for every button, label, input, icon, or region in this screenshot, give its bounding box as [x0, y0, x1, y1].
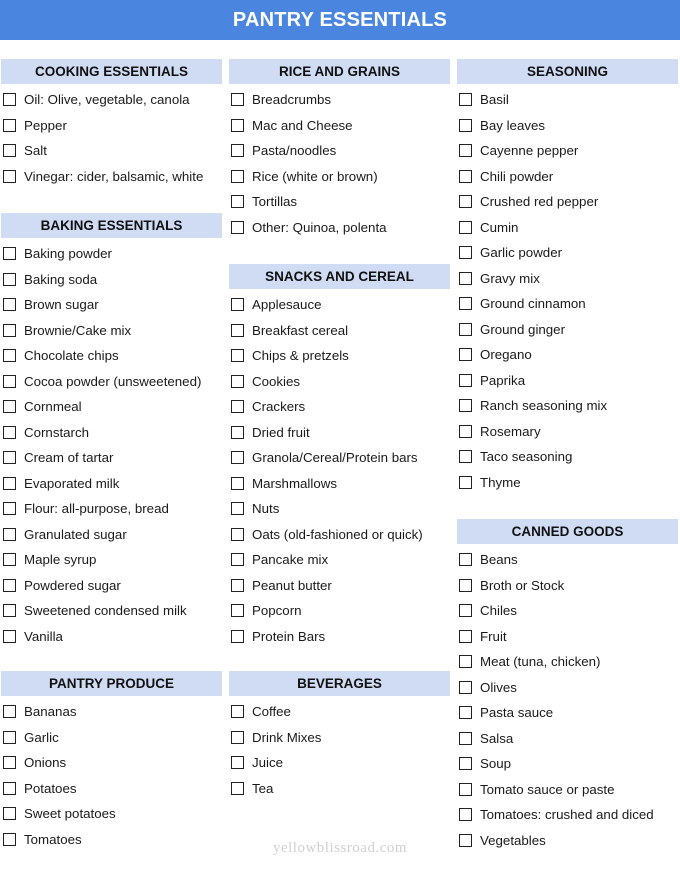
checklist-item [1, 445, 222, 471]
checklist-item [229, 318, 450, 344]
item-label: Drink Mixes [252, 729, 322, 745]
checklist-item [1, 318, 222, 344]
checklist [457, 87, 678, 495]
checkbox[interactable] [3, 528, 16, 541]
checklist [1, 241, 222, 649]
item-label: Cocoa powder (unsweetened) [24, 373, 202, 389]
checklist-item [457, 751, 678, 777]
checkbox[interactable] [459, 93, 472, 106]
checkbox[interactable] [3, 451, 16, 464]
checklist-item [1, 369, 222, 395]
checklist-item [457, 138, 678, 164]
item-label: Taco seasoning [480, 449, 573, 465]
section-header: COOKING ESSENTIALS [1, 59, 222, 84]
checkbox[interactable] [3, 144, 16, 157]
checklist-item [229, 292, 450, 318]
checkbox[interactable] [459, 425, 472, 438]
checklist-item [457, 342, 678, 368]
section-header: PANTRY PRODUCE [1, 671, 222, 696]
item-label: Chocolate chips [24, 348, 119, 364]
item-label: Crackers [252, 399, 306, 415]
item-label: Flour: all-purpose, bread [24, 501, 169, 517]
item-label: Salt [24, 143, 47, 159]
checklist-item [1, 471, 222, 497]
item-label: Maple syrup [24, 552, 97, 568]
page-title-banner [0, 0, 680, 40]
checkbox[interactable] [3, 731, 16, 744]
item-label: Mac and Cheese [252, 117, 353, 133]
item-label: Garlic powder [480, 245, 563, 261]
checklist [229, 699, 450, 801]
checkbox[interactable] [459, 297, 472, 310]
checkbox[interactable] [3, 477, 16, 490]
item-label: Breadcrumbs [252, 92, 332, 108]
checkbox[interactable] [3, 807, 16, 820]
section-header: RICE AND GRAINS [229, 59, 450, 84]
checkbox[interactable] [231, 426, 244, 439]
item-label: Chips & pretzels [252, 348, 349, 364]
checkbox[interactable] [231, 477, 244, 490]
checkbox[interactable] [459, 323, 472, 336]
checklist [229, 87, 450, 240]
checklist-item [229, 164, 450, 190]
checklist-item [457, 675, 678, 701]
checkbox[interactable] [3, 170, 16, 183]
checkbox[interactable] [231, 553, 244, 566]
checkbox[interactable] [459, 476, 472, 489]
checkbox[interactable] [231, 604, 244, 617]
item-label: Cornmeal [24, 399, 82, 415]
checklist-item [1, 801, 222, 827]
checkbox[interactable] [231, 298, 244, 311]
checklist-item [1, 394, 222, 420]
section-header: BEVERAGES [229, 671, 450, 696]
checkbox[interactable] [3, 705, 16, 718]
checklist-item [457, 393, 678, 419]
checklist-item [1, 420, 222, 446]
checkbox[interactable] [231, 144, 244, 157]
item-label: Basil [480, 92, 509, 108]
checkbox[interactable] [231, 324, 244, 337]
checklist-item [1, 292, 222, 318]
item-label: Applesauce [252, 297, 322, 313]
checklist-item [457, 189, 678, 215]
checkbox[interactable] [231, 630, 244, 643]
checklist-item [1, 624, 222, 650]
item-label: Oregano [480, 347, 532, 363]
item-label: Granola/Cereal/Protein bars [252, 450, 418, 466]
section [1, 213, 222, 649]
section-header: CANNED GOODS [457, 519, 678, 544]
item-label: Crushed red pepper [480, 194, 599, 210]
item-label: Other: Quinoa, polenta [252, 219, 387, 235]
item-label: Protein Bars [252, 628, 326, 644]
checkbox[interactable] [459, 757, 472, 770]
item-label: Nuts [252, 501, 280, 517]
checklist [1, 699, 222, 852]
checklist [1, 87, 222, 189]
checkbox[interactable] [459, 221, 472, 234]
checklist-item [457, 266, 678, 292]
checklist-item [457, 164, 678, 190]
checkbox[interactable] [459, 374, 472, 387]
checklist-item [457, 649, 678, 675]
checklist [457, 547, 678, 853]
checklist-item [457, 573, 678, 599]
checkbox[interactable] [3, 93, 16, 106]
checklist-item [229, 547, 450, 573]
item-label: Cream of tartar [24, 450, 114, 466]
checklist-item [229, 522, 450, 548]
checkbox[interactable] [3, 273, 16, 286]
section-header: SNACKS AND CEREAL [229, 264, 450, 289]
item-label: Vanilla [24, 628, 63, 644]
item-label: Fruit [480, 628, 507, 644]
item-label: Potatoes [24, 780, 77, 796]
checklist-item [457, 317, 678, 343]
checkbox[interactable] [459, 604, 472, 617]
item-label: Rosemary [480, 423, 541, 439]
item-label: Meat (tuna, chicken) [480, 654, 601, 670]
checkbox[interactable] [231, 349, 244, 362]
item-label: Soup [480, 756, 512, 772]
checkbox[interactable] [3, 247, 16, 260]
checklist-item [229, 573, 450, 599]
checklist-item [229, 624, 450, 650]
checklist-item [229, 445, 450, 471]
watermark: yellowblissroad.com [272, 840, 408, 856]
checklist-item [457, 802, 678, 828]
checkbox[interactable] [231, 502, 244, 515]
checklist-item [229, 369, 450, 395]
item-label: Juice [252, 755, 284, 771]
checklist-item [457, 598, 678, 624]
item-label: Thyme [480, 474, 521, 490]
item-label: Powdered sugar [24, 577, 121, 593]
checklist-item [229, 113, 450, 139]
checklist-item [229, 725, 450, 751]
checkbox[interactable] [459, 655, 472, 668]
item-label: Pancake mix [252, 552, 329, 568]
checkbox[interactable] [3, 298, 16, 311]
checklist-item [1, 573, 222, 599]
checklist-item [1, 598, 222, 624]
item-label: Baking soda [24, 271, 98, 287]
item-label: Broth or Stock [480, 577, 565, 593]
checklist-item [457, 547, 678, 573]
section [229, 671, 450, 801]
checkbox[interactable] [3, 604, 16, 617]
checkbox[interactable] [459, 272, 472, 285]
checkbox[interactable] [459, 170, 472, 183]
item-label: Peanut butter [252, 577, 332, 593]
item-label: Beans [480, 552, 518, 568]
checkbox[interactable] [459, 348, 472, 361]
checkbox[interactable] [231, 528, 244, 541]
checkbox[interactable] [231, 579, 244, 592]
checklist-item [457, 700, 678, 726]
item-label: Bay leaves [480, 117, 546, 133]
item-label: Brownie/Cake mix [24, 322, 132, 338]
checklist-item [1, 138, 222, 164]
checkbox[interactable] [3, 579, 16, 592]
checkbox[interactable] [3, 553, 16, 566]
checklist-item [457, 470, 678, 496]
section-header: SEASONING [457, 59, 678, 84]
checklist-item [1, 522, 222, 548]
checklist-item [229, 471, 450, 497]
item-label: Vinegar: cider, balsamic, white [24, 168, 204, 184]
checkbox[interactable] [3, 502, 16, 515]
item-label: Sweetened condensed milk [24, 603, 187, 619]
checkbox[interactable] [459, 399, 472, 412]
item-label: Tomato sauce or paste [480, 781, 615, 797]
checklist-item [457, 624, 678, 650]
checklist-item [229, 343, 450, 369]
checklist-item [457, 87, 678, 113]
checkbox[interactable] [231, 400, 244, 413]
item-label: Popcorn [252, 603, 302, 619]
checklist-item [229, 776, 450, 802]
section [457, 519, 678, 853]
item-label: Tea [252, 780, 274, 796]
item-label: Cayenne pepper [480, 143, 579, 159]
item-label: Pasta/noodles [252, 143, 337, 159]
checkbox[interactable] [3, 349, 16, 362]
checkbox[interactable] [459, 246, 472, 259]
item-label: Dried fruit [252, 424, 310, 440]
item-label: Vegetables [480, 832, 546, 848]
checklist-item [1, 750, 222, 776]
checkbox[interactable] [459, 706, 472, 719]
checkbox[interactable] [3, 756, 16, 769]
item-label: Paprika [480, 372, 526, 388]
checklist-item [457, 444, 678, 470]
checkbox[interactable] [459, 579, 472, 592]
item-label: Cumin [480, 219, 519, 235]
checkbox[interactable] [459, 783, 472, 796]
checklist-item [457, 726, 678, 752]
item-label: Tomatoes [24, 831, 82, 847]
item-label: Salsa [480, 730, 514, 746]
item-label: Chili powder [480, 168, 554, 184]
checklist-item [1, 164, 222, 190]
checkbox[interactable] [459, 195, 472, 208]
checklist [229, 292, 450, 649]
checklist-item [229, 598, 450, 624]
checklist-item [229, 699, 450, 725]
section [457, 59, 678, 495]
column-3 [457, 59, 678, 877]
item-label: Brown sugar [24, 297, 99, 313]
checklist-item [229, 215, 450, 241]
checklist-item [457, 291, 678, 317]
checkbox[interactable] [231, 756, 244, 769]
item-label: Gravy mix [480, 270, 540, 286]
page-title: PANTRY ESSENTIALS [232, 8, 448, 31]
checkbox[interactable] [459, 808, 472, 821]
checkbox[interactable] [3, 400, 16, 413]
item-label: Granulated sugar [24, 526, 127, 542]
checkbox[interactable] [3, 119, 16, 132]
checkbox[interactable] [231, 705, 244, 718]
checklist-item [229, 189, 450, 215]
checkbox[interactable] [459, 630, 472, 643]
checklist-item [229, 750, 450, 776]
item-label: Cornstarch [24, 424, 90, 440]
checklist-item [457, 113, 678, 139]
checklist-item [457, 215, 678, 241]
item-label: Ground cinnamon [480, 296, 586, 312]
checklist-item [229, 138, 450, 164]
item-label: Evaporated milk [24, 475, 120, 491]
item-label: Ranch seasoning mix [480, 398, 608, 414]
column-1 [1, 59, 222, 876]
checkbox[interactable] [3, 375, 16, 388]
checkbox[interactable] [459, 553, 472, 566]
checklist-item [1, 699, 222, 725]
checkbox[interactable] [459, 732, 472, 745]
item-label: Tortillas [252, 194, 298, 210]
checkbox[interactable] [3, 782, 16, 795]
section [229, 59, 450, 240]
item-label: Sweet potatoes [24, 806, 116, 822]
checkbox[interactable] [3, 426, 16, 439]
item-label: Oil: Olive, vegetable, canola [24, 92, 190, 108]
checklist-item [1, 776, 222, 802]
checkbox[interactable] [231, 731, 244, 744]
checklist-item [457, 240, 678, 266]
item-label: Tomatoes: crushed and diced [480, 807, 654, 823]
checklist-item [1, 547, 222, 573]
section-header: BAKING ESSENTIALS [1, 213, 222, 238]
item-label: Marshmallows [252, 475, 337, 491]
checkbox[interactable] [3, 324, 16, 337]
checkbox[interactable] [459, 450, 472, 463]
checkbox[interactable] [231, 221, 244, 234]
checklist-item [1, 496, 222, 522]
checklist-item [1, 241, 222, 267]
checkbox[interactable] [3, 630, 16, 643]
checkbox[interactable] [459, 681, 472, 694]
checklist-item [229, 394, 450, 420]
checkbox[interactable] [459, 144, 472, 157]
checkbox[interactable] [231, 170, 244, 183]
section [1, 671, 222, 852]
section [229, 264, 450, 649]
checklist-item [457, 419, 678, 445]
checklist-item [457, 368, 678, 394]
checklist-item [229, 87, 450, 113]
section [1, 59, 222, 189]
checkbox[interactable] [231, 119, 244, 132]
checkbox[interactable] [231, 375, 244, 388]
item-label: Ground ginger [480, 321, 566, 337]
item-label: Pasta sauce [480, 705, 554, 721]
item-label: Pepper [24, 117, 67, 133]
item-label: Breakfast cereal [252, 322, 349, 338]
checkbox[interactable] [231, 451, 244, 464]
checkbox[interactable] [231, 782, 244, 795]
checklist-item [1, 343, 222, 369]
item-label: Oats (old-fashioned or quick) [252, 526, 423, 542]
item-label: Coffee [252, 704, 291, 720]
checklist-item [229, 420, 450, 446]
item-label: Rice (white or brown) [252, 168, 378, 184]
checkbox[interactable] [459, 119, 472, 132]
checklist-item [1, 113, 222, 139]
item-label: Bananas [24, 704, 77, 720]
checklist-item [1, 725, 222, 751]
column-2 [229, 59, 450, 825]
checklist-item [1, 87, 222, 113]
item-label: Baking powder [24, 246, 112, 262]
item-label: Garlic [24, 729, 59, 745]
checklist-item [1, 267, 222, 293]
checkbox[interactable] [231, 93, 244, 106]
checklist-item [457, 777, 678, 803]
item-label: Olives [480, 679, 517, 695]
item-label: Cookies [252, 373, 301, 389]
checklist-item [229, 496, 450, 522]
checkbox[interactable] [231, 195, 244, 208]
item-label: Onions [24, 755, 67, 771]
item-label: Chiles [480, 603, 517, 619]
